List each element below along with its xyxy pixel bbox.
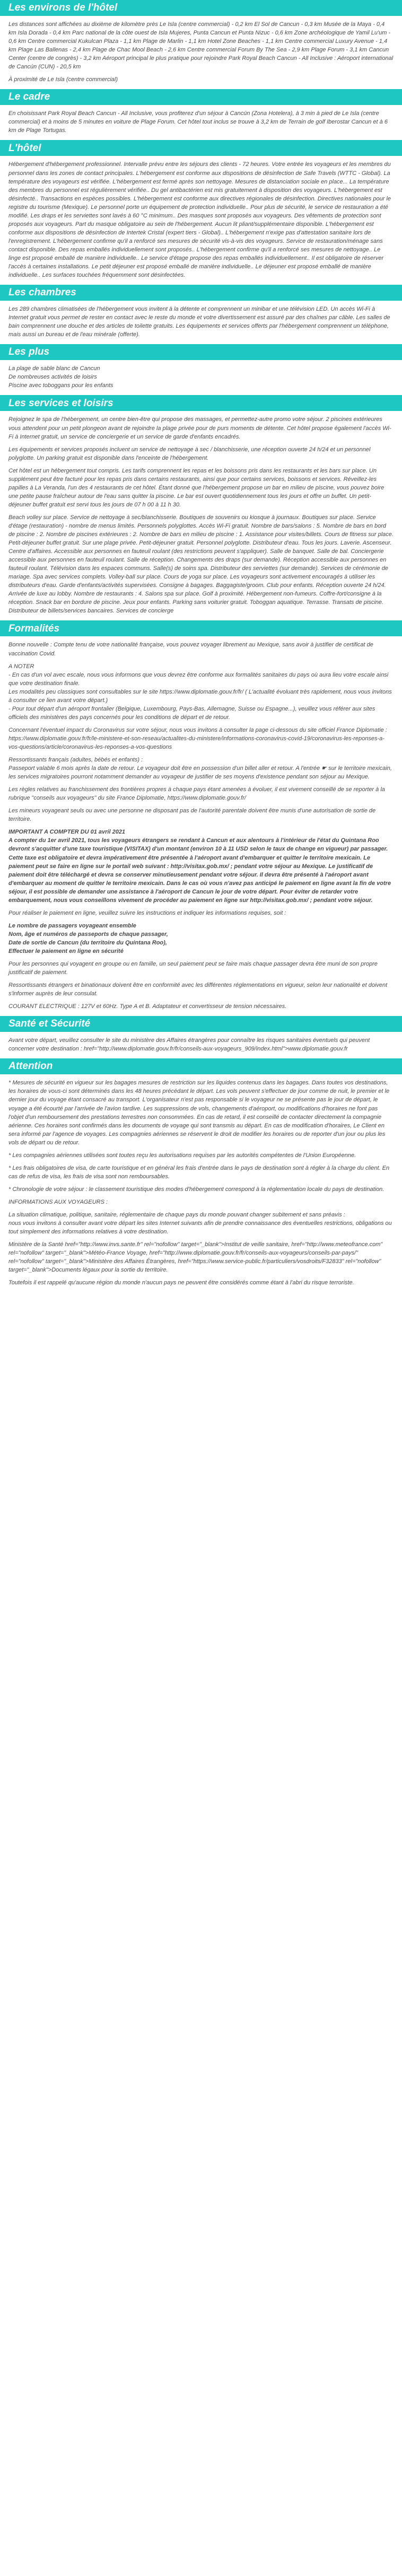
paragraph: À proximité de Le Isla (centre commercial) xyxy=(8,76,118,83)
section-body xyxy=(0,636,402,1011)
section-plus xyxy=(0,344,402,390)
paragraph: En choisissant Park Royal Beach Cancun - All Inclusive, vous profiterez d'un séjour à Cancún (Zona Hotelera), à 3 min à pied de Le Isla (centre commercial) et à moins de 5 minutes en voiture de Plage Forum. Cet hôtel tout inclus se trouve à 3,2 km de Terrain de golf Iberostar Cancun et à 6 km de Plage Tortugas. xyxy=(8,110,388,134)
paragraph: Toutefois il est rappelé qu'aucune région du monde n'aucun pays ne peuvent être considérés comme étant à l'abri du risque terroriste. xyxy=(8,1280,354,1286)
paragraph: Les équipements et services proposés incluent un service de nettoyage à sec / blanchisserie, une réception ouverte 24 h/24 et un personnel polyglotte. Un parking gratuit est disponible dans l'enceinte de l'hébergement. xyxy=(8,446,371,461)
paragraph: Les 289 chambres climatisées de l'hébergement vous invitent à la détente et comprennent un minibar et une télévision LED. Un accès Wi-Fi à Internet gratuit vous permet de rester en contact avec le reste du monde et votre divertissement est assuré par des chaînes par câble. Les salles de bain comprennent une douche et des articles de toilette gratuits. Les équipements et services offerts par l'hébergement comprennent un téléphone, mais aussi un bureau et de l'eau minérale (offerte). xyxy=(8,306,390,338)
paragraph: A NOTER - En cas d'un vol avec escale, nous vous informons que vous devrez être conforme aux formalités sanitaires du pays où aura lieu votre escale ainsi que votre destination finale. Les modalités peu classiques sont consultables sur le site https://www.diplomatie.gouv.fr/fr/ ( L'actualité évoluant très rapidement, nous vous invitons à consulter ce lien avant votre départ.) - Pour tout départ d'un aéroport frontalier (Belgique, Luxembourg, Pays-Bas, Allemagne, Suisse ou Espagne...), veuillez vous référer aux sites officiels des ministères des pays concernés pour les conditions de départ et de retour. xyxy=(8,663,392,721)
paragraph: Cet hôtel est un hébergement tout compris. Les tarifs comprennent les repas et les boissons pris dans les restaurants et les bars sur place. Un supplément peut être facturé pour les repas pris dans certains restaurants, ainsi que pour certains services, boissons et services. Réveillez-les papilles à La Veranda, l'un des 4 restaurants de cet hôtel. Étant donné que l'hébergement propose un bar en milieu de piscine, vous pouvez boire une petite pause fraîcheur autour de l'eau sans quitter la piscine. Le bar est ouvert quotidiennement tous les jours et offre un buffet. Un petit-déjeuner buffet gratuit est servi tous les jours de 07 h 00 à 11 h 30. xyxy=(8,467,384,508)
section-cadre xyxy=(0,89,402,135)
paragraph: Beach volley sur place. Service de nettoyage à sec/blanchisserie. Boutiques de souvenirs ou kiosque à journaux. Boutiques sur place. Service d'étage (restauration) - nombre de menus limités. Personnels polyglottes. Accès Wi-Fi gratuit. Nombre de bars/salons : 5. Nombre de bars en bord de piscine : 2. Nombre de piscines extérieures : 2. Nombre de bars en milieu de piscine : 1. Assistance pour visites/billets. Cours de fitness sur place. Petit-déjeuner buffet gratuit. Sur une plage privée. Petit-déjeuner gratuit. Personnel polyglotte. Distributeur d'eau. Tous les jours. Laverie. Ascenseur. Centre d'affaires. Accessible aux personnes en fauteuil roulant (des restrictions peuvent s'appliquer). Salle de banquet. Salle de bal. Conciergerie accessible aux personnes en fauteuil roulant. Salle de réception. Changements des draps (sur demande). Réception accessible aux personnes en fauteuil roulant. Télévision dans les espaces communs. Salle(s) de soins spa. Distributeur des serviettes (sur demande). Services de cérémonie de mariage. Spa avec services complets. Volley-ball sur place. Cours de yoga sur place. Les voyageurs sont activement encouragés à utiliser les distributeurs d'eau. Garde d'enfants/activités supervisées. Consigne à bagages. Baggagiste/groom. Club pour enfants. Réception ouverte 24 h/24. Arrivée de luxe au lobby. Nombre de restaurants : 4. Salons spa sur place. Golf à proximité. Hébergement non-fumeurs. Coffre-fort/consigne à la réception. Snack bar en bordure de piscine. Jeux pour enfants. Parking sans voiturier gratuit. Toboggan aquatique. Terrasse. Transats de piscine. Distributeur de billets/services bancaires. Services de concierge xyxy=(8,514,394,615)
section-title: Formalités xyxy=(0,620,402,636)
section-title: Attention xyxy=(0,1058,402,1074)
section-title: Santé et Sécurité xyxy=(0,1016,402,1032)
paragraph: Ressortissants français (adultes, bébés et enfants) : Passeport valable 6 mois après la date de retour. Le voyageur doit être en possession d'un billet aller et retour. A l'entrée ☛ sur le territoire mexicain, les services migratoires pourront notamment demander au voyageur de justifier de ses moyens d'existence pendant son séjour au Mexique. xyxy=(8,757,392,781)
section-title: L'hôtel xyxy=(0,140,402,156)
paragraph: La plage de sable blanc de Cancun De nombreuses activités de loisirs Piscine avec toboggans pour les enfants xyxy=(8,365,113,389)
document xyxy=(0,0,402,1287)
paragraph: Les mineurs voyageant seuls ou avec une personne ne disposant pas de l'autorité parentale doivent être munis d'une autorisation de sortie de territoire. xyxy=(8,808,376,823)
section-title: Les plus xyxy=(0,344,402,360)
paragraph: IMPORTANT A COMPTER DU 01 avril 2021 A compter du 1er avril 2021, tous les voyageurs étrangers se rendant à Cancun et aux alentours à l'intérieur de l'état du Quintana Roo devront s'acquitter d'une taxe touristique (VISITAX) d'un montant (environ 10 à 11 USD selon le taux de change en vigueur) par passager. Cette taxe est obligatoire et devra impérativement être présentée à l'aéroport avant d'embarquer et quitter le territoire mexicain. Le paiement peut se faire en ligne sur le portail web suivant : http://visitax.gob.mx/ ; pendant votre séjour au Mexique. Le justificatif de paiement doit être téléchargé et devra se conserver minutieusement pendant votre séjour. Il devra être présenté à l'aéroport avant d'embarquer au moment de quitter le territoire mexicain. Dans le cas où vous n'avez pas anticipé le paiement en ligne avant la fin de votre séjour, il est possible de demander une assistance à l'aéroport de Cancun le jour de votre départ. Pour éviter de retarder votre embarquement, nous vous conseillons vivement de procéder au paiement en ligne sur http://visitax.gob.mx/ ; pendant votre séjour. xyxy=(8,829,391,904)
paragraph: * Les frais obligatoires de visa, de carte touristique et en général les frais d'entrée dans le pays de destination sont à régler à la charge du client. En cas de refus de visa, les frais de visa sont non remboursables. xyxy=(8,1164,390,1180)
paragraph: Bonne nouvelle : Compte tenu de votre nationalité française, vous pouvez voyager librement au Mexique, sans avoir à justifier de certificat de vaccination Covid. xyxy=(8,642,373,657)
paragraph: La situation climatique, politique, sanitaire, réglementaire de chaque pays du monde pouvant changer subitement et sans préavis : nous vous invitons à consulter avant votre départ les sites Internet suivants afin de prendre connaissance des éventuelles restrictions, obligations ou tout simplement des informations relatives à votre destination. xyxy=(8,1211,392,1236)
section-title: Le cadre xyxy=(0,89,402,105)
section-sante xyxy=(0,1016,402,1053)
paragraph: Les distances sont affichées au dixième de kilomètre près Le Isla (centre commercial) - 0,2 km El Sol de Cancun - 0,3 km Musée de la Maya - 0,4 km Isla Dorada - 0,4 km Parc national de la côte ouest de Isla Mujeres, Punta Cancun et Punta Nizuc - 0,6 km Zone archéologique de Yamil Lu'um - 0,6 km Centre commercial Kukulcan Plaza - 1,1 km Plage de Marlin - 1,1 km Hotel Zone Beaches - 1,1 km Centre commercial Luxury Avenue - 1,4 km Plage Las Ballenas - 2,4 km Plage de Chac Mool Beach - 2,6 km Centre commercial Forum By The Sea - 2,9 km Plage Forum - 3,1 km Cancun Center (centre de congrès) - 3,2 km Aéroport principal le plus pratique pour rejoindre Park Royal Beach Cancun - All Inclusive : Aéroport international de Cancún (CUN) - 20,5 km xyxy=(8,21,394,71)
section-body xyxy=(0,411,402,615)
section-body xyxy=(0,156,402,279)
section-title: Les environs de l'hôtel xyxy=(0,0,402,16)
section-services xyxy=(0,395,402,615)
section-environs xyxy=(0,0,402,84)
section-body xyxy=(0,16,402,84)
paragraph: Ministère de la Santé href="http://www.invs.sante.fr" rel="nofollow" target="_blank">Institut de veille sanitaire, href="http://www.meteofrance.com" rel="nofollow" target="_blank">Météo-France Voyage, href="http://www.diplomatie.gouv.fr/fr/conseils-aux-voyageurs/conseils-par-pays/" rel="nofollow" target="_blank">Ministère des Affaires Étrangères, href="https://www.service-public.fr/particuliers/vosdroits/F32833" rel="nofollow" target="_blank">Documents légaux pour la sortie du territoire. xyxy=(8,1241,383,1274)
section-title: Les services et loisirs xyxy=(0,395,402,411)
section-body xyxy=(0,105,402,135)
section-chambres xyxy=(0,285,402,339)
paragraph: Concernant l'éventuel impact du Coronavirus sur votre séjour, nous vous invitons à consulter la page ci-dessous du site officiel France Diplomatie : https://www.diplomatie.gouv.fr/fr/le-ministere-et-son-reseau/actualites-du-ministere/informations-coronavirus-covid-19/coronavirus-les-reponses-a-vos-questions/article/coronavirus-les-reponses-a-vos-questions xyxy=(8,726,387,750)
section-body xyxy=(0,301,402,339)
paragraph: * Chronologie de votre séjour : le classement touristique des modes d'hébergement correspond à la réglementation locale du pays de destination. xyxy=(8,1186,384,1193)
paragraph: Avant votre départ, veuillez consulter le site du ministère des Affaires étrangères pour connaître les risques sanitaires éventuels qui peuvent concerner votre destination : href="http://www.diplomatie.gouv.fr/fr/conseils-aux-voyageurs_909/index.html">www.diplomatie.gouv.fr xyxy=(8,1037,370,1053)
paragraph: Pour réaliser le paiement en ligne, veuillez suivre les instructions et indiquer les informations requises, soit : xyxy=(8,909,286,916)
section-hotel xyxy=(0,140,402,279)
section-body xyxy=(0,360,402,390)
section-body xyxy=(0,1074,402,1287)
section-formalites xyxy=(0,620,402,1011)
paragraph: Le nombre de passagers voyageant ensemble Nom, âge et numéros de passeports de chaque passager, Date de sortie de Cancun (du territoire du Quintana Roo), Effectuer le paiement en ligne en sécurité xyxy=(8,922,168,954)
paragraph: Pour les personnes qui voyagent en groupe ou en famille, un seul paiement peut se faire mais chaque passager devra être muni de son propre justificatif de paiement. xyxy=(8,961,378,976)
paragraph: COURANT ELECTRIQUE : 127V et 60Hz. Type A et B. Adaptateur et convertisseur de tension nécessaires. xyxy=(8,1003,287,1010)
paragraph: Ressortissants étrangers et binationaux doivent être en conformité avec les différentes réglementations en vigueur, selon leur nationalité et doivent s'informer auprès de leur consulat. xyxy=(8,982,388,997)
paragraph: * Mesures de sécurité en vigueur sur les bagages mesures de restriction sur les liquides contenus dans les bagages. Dans toutes vos destinations, les horaires de vous-ci sont déterminés dans les 48 heures précédant le départ. Les vols peuvent s'effectuer de jour comme de nuit, le premier et le dernier jour du voyage étant consacré au transport. L'organisateur n'est pas responsable si le voyageur ne se présente pas le jour de départ, le voyage a été écourté par l'arrivée de l'avion tardive. Les suppressions de vols, changements d'aéroport, ou modifications d'horaires ne font pas l'objet d'un remboursement des prestations terrestres non consommées. En cas de retard, il est conseillé de contacter directement la compagnie aérienne. Ces horaires sont confirmés dans les documents de voyage qui sont transmis au départ. En cas de modification d'horaires, Le Client en sera informé par l'agence de voyages. Les compagnies aériennes se réservent le droit de modifier les horaires ou de reporter d'un jour ou plus les vols de départ ou de retour. xyxy=(8,1080,390,1146)
paragraph: Rejoignez le spa de l'hébergement, un centre bien-être qui propose des massages, et permettez-autre promo votre séjour. 2 piscines extérieures vous attendent pour un petit plongeon avant de rejoindre la plage privée pour de purs moments de détente. Cet hôtel propose également l'accès Wi-Fi à Internet gratuit, un service de conciergerie et un service de garde d'enfants encadrés. xyxy=(8,416,391,440)
section-attention xyxy=(0,1058,402,1287)
section-title: Les chambres xyxy=(0,285,402,301)
paragraph: Les règles relatives au franchissement des frontières propres à chaque pays étant amenées à évoluer, il est vivement conseillé de se reporter à la rubrique "conseils aux voyageurs" du site France Diplomatie, https://www.diplomatie.gouv.fr/ xyxy=(8,786,385,802)
paragraph: * Les compagnies aériennes utilisées sont toutes reçu les autorisations requises par les autorités compétentes de l'Union Européenne. xyxy=(8,1152,356,1159)
section-body xyxy=(0,1032,402,1053)
paragraph: INFORMATIONS AUX VOYAGEURS : xyxy=(8,1198,108,1205)
paragraph: Hébergement d'hébergement professionnel. Intervalle prévu entre les séjours des clients - 72 heures. Votre entrée les voyageurs et les membres du personnel dans les zones de contact principales. L'hébergement est conforme aux dispositions de désinfection de Safe Travels (WTTC - Global). La température des voyageurs est vérifiée. L'hébergement est fermé après son nettoyage. Mesures de distanciation sociale en place... La température des membres du personnel est régulièrement vérifiée.. Du gel antibactérien est mis gratuitement à disposition des voyageurs. L'hébergement est désinfecté.. Transactions en espèces possibles. L'hébergement est conforme aux directives régionales de désinfection. Directives nationales pour le registre du tourisme (Mexique). Le personnel porte un équipement de protection individuelle.. Pour plus de sécurité, le service de restauration a été modifié. Les draps et les serviettes sont lavés à 60 °C minimum.. Des masques sont proposés aux voyageurs. Des vêtements de protection sont proposés aux voyageurs. Part du masque obligatoire au sein de l'hébergement. Aucun lit pliant/supplémentaire disponible. L'hébergement est conforme aux dispositions de désinfection de Intertek Cristal (expert tiers - Global).. L'hébergement n'exige pas d'attestation sanitaire lors de l'enregistrement. L'hébergement confirme qu'il a renforcé ses mesures de sécurité vis-à-vis des voyageurs. Service de restauration/ménage sans contact disponible. Des repas emballés individuellement sont proposés.. L'hébergement confirme qu'il a renforcé ses mesures de nettoyage.. Le linge est proposé emballé de manière individuelle.. Le service d'étage propose des repas emballés individuellement.. Il est obligatoire de réserver l'accès à certaines installations. Le petit déjeuner est proposé emballé de manière individuelle.. Le déjeuner est proposé emballé de manière individuelle.. Les surfaces touchées fréquemment sont désinfectées. xyxy=(8,161,391,279)
